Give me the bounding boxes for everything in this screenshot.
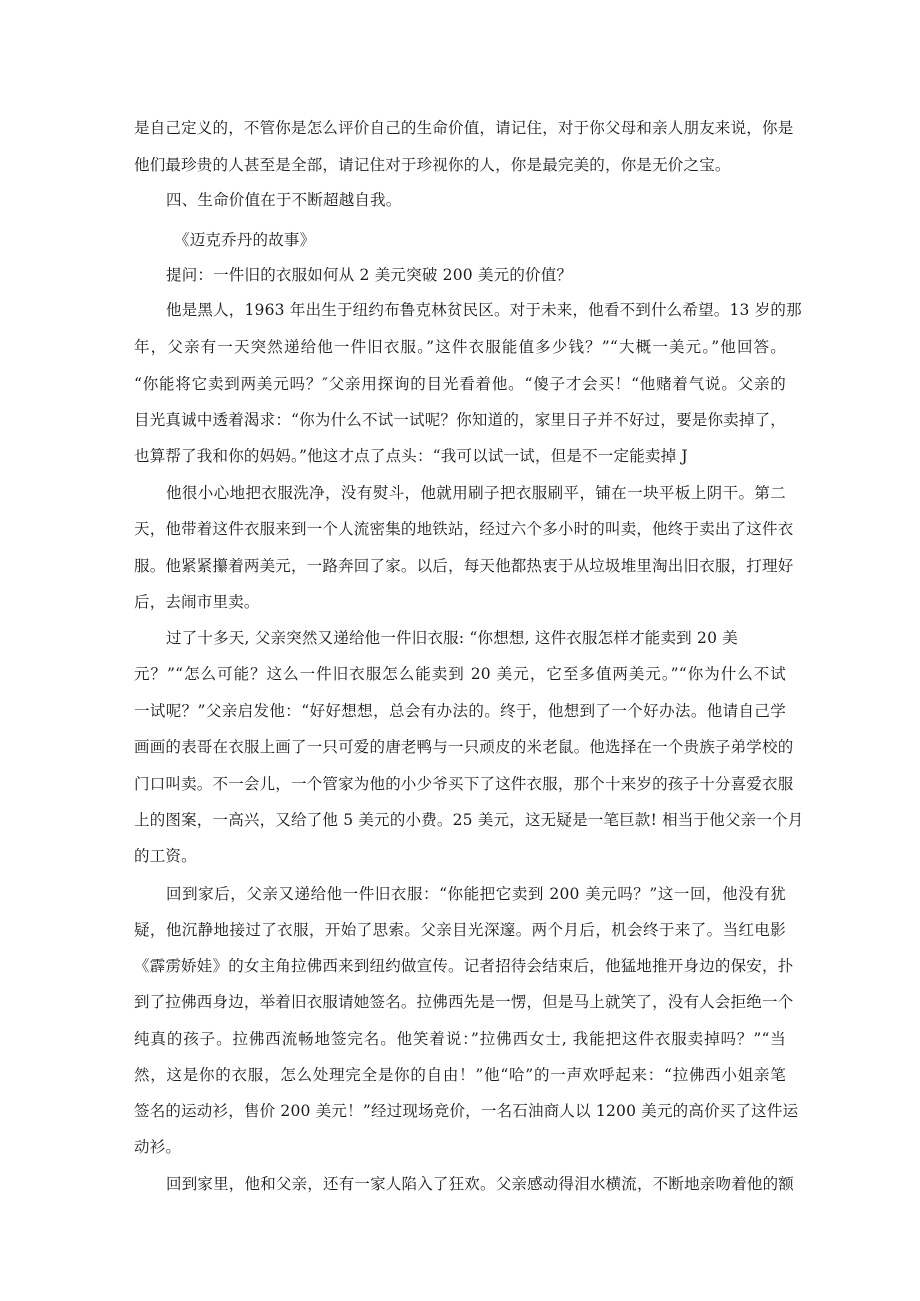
text-line: 门口叫卖。不一会儿，一个管家为他的小少爷买下了这件衣服，那个十来岁的孩子十分喜爱衣服 [134, 775, 794, 793]
text-line: 过了十多天, 父亲突然又递给他一件旧衣服: “你想想, 这件衣服怎样才能卖到 20 美 [166, 629, 738, 647]
text-line: 疑，他沉静地接过了衣服，开始了思索。父亲目光深邃。两个月后，机会终于来了。当红电影 [134, 921, 786, 939]
text-line: “你能将它卖到两美元吗？″父亲用探询的目光看着他。“傻子才会买！“他赌着气说。父亲的 [134, 375, 786, 393]
text-line: 天，他带着这件衣服来到一个人流密集的地铁站，经过六个多小时的叫卖，他终于卖出了这件衣 [134, 520, 794, 538]
text-line: 后，去闹市里卖。 [134, 593, 260, 611]
text-line: 他很小心地把衣服洗净，没有熨斗，他就用刷子把衣服刷平，铺在一块平板上阴干。第二 [166, 484, 786, 502]
text-line: 动衫。 [134, 1138, 182, 1156]
text-line: 他们最珍贵的人甚至是全部，请记住对于珍视你的人，你是最完美的，你是无价之宝。 [134, 156, 731, 174]
text-line: 《霹雳娇娃》的女主角拉佛西来到纽约做宣传。记者招待会结束后，他猛地推开身边的保安，扑 [134, 957, 794, 975]
text-line: 他是黑人，1963 年出生于纽约布鲁克林贫民区。对于未来，他看不到什么希望。13 岁的那 [166, 301, 802, 319]
text-line: 年，父亲有一天突然递给他一件旧衣服。”这件衣服能值多少钱？”“大概一美元。”他回答。 [134, 338, 786, 356]
text-line: 上的图案，一高兴，又给了他 5 美元的小费。25 美元，这无疑是一笔巨款! 相当于他父亲一个月 [134, 811, 804, 829]
text-line: 目光真诚中透着渴求：“你为什么不试一试呢？你知道的，家里日子并不好过，要是你卖掉了， [134, 411, 786, 429]
text-line: 是自己定义的，不管你是怎么评价自己的生命价值，请记住，对于你父母和亲人朋友来说，你是 [134, 119, 794, 137]
text-line: 回到家后，父亲又递给他一件旧衣服：“你能把它卖到 200 美元吗？”这一回，他没有犹 [166, 885, 786, 903]
text-line: 纯真的孩子。拉佛西流畅地签完名。他笑着说：”拉佛西女士, 我能把这件衣服卖掉吗？”“当 [134, 1030, 786, 1048]
text-line: 回到家里，他和父亲，还有一家人陷入了狂欢。父亲感动得泪水横流，不断地亲吻着他的额 [166, 1175, 795, 1193]
text-line: 然，这是你的衣服，怎么处理完全是你的自由！”他“哈”的一声欢呼起来：“拉佛西小姐亲笔 [134, 1066, 786, 1084]
text-line: 服。他紧紧攥着两美元，一路奔回了家。以后，每天他都热衷于从垃圾堆里淘出旧衣服，打理好 [134, 557, 794, 575]
text-line: 的工资。 [134, 847, 197, 865]
text-line: 提问：一件旧的衣服如何从 2 美元突破 200 美元的价值？ [166, 266, 573, 284]
section-heading: 四、生命价值在于不断超越自我。 [166, 191, 402, 209]
text-line: 签名的运动衫，售价 200 美元！”经过现场竞价，一名石油商人以 1200 美元的高价买了这件运 [134, 1102, 799, 1120]
text-line: 一试呢？”父亲启发他：“好好想想，总会有办法的。终于，他想到了一个好办法。他请自己学 [134, 702, 786, 720]
text-line: 到了拉佛西身边，举着旧衣服请她签名。拉佛西先是一愣，但是马上就笑了，没有人会拒绝一个 [134, 993, 794, 1011]
text-line: 元？”“怎么可能？这么一件旧衣服怎么能卖到 20 美元，它至多值两美元。”“你为什么不试 [134, 665, 786, 683]
text-line: 画画的表哥在衣服上画了一只可爱的唐老鸭与一只顽皮的米老鼠。他选择在一个贵族子弟学校的 [134, 738, 794, 756]
story-title: 《迈克乔丹的故事》 [174, 231, 316, 249]
text-line: 也算帮了我和你的妈妈。”他这才点了点头：“我可以试一试，但是不一定能卖掉 J [134, 447, 688, 465]
